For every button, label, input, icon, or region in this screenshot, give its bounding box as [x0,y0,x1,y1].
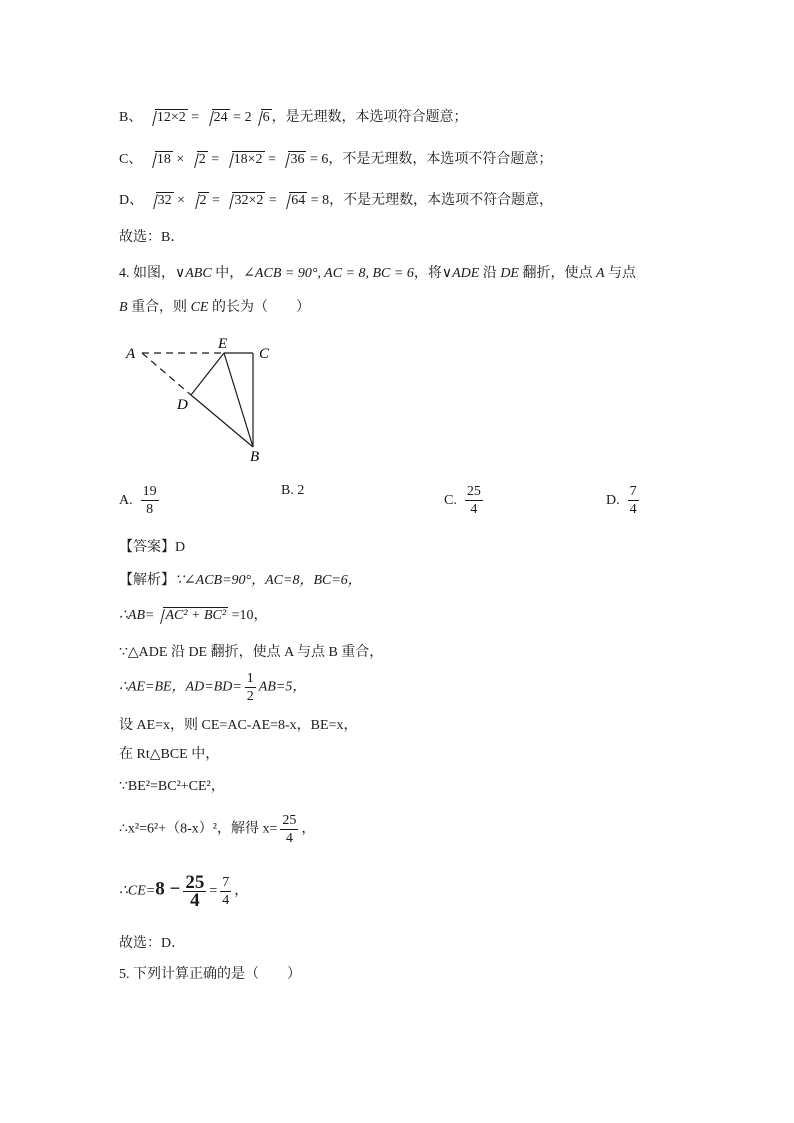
radical: 36 [279,150,306,170]
analysis-line-5: 设 AE=x，则 CE=AC-AE=8-x，BE=x， [119,718,358,733]
analysis-line-4: ∴AE=BE，AD=BD= $\frac{1}{2}$ AB=5， [119,671,307,704]
radical: 12×2 [146,108,188,128]
option-b: B. 2 [281,483,305,498]
analysis-line-3: ∵△ADE 沿 DE 翻折，使点 A 与点 B 重合， [119,645,384,660]
analysis-line-9: ∴CE=8 − $\frac{25}{4}$ = $\frac{7}{4}$ ， [119,872,249,911]
solution-line-c: C、 18 × 2 = 18×2 = 36 = 6，不是无理数，本选项不符合题意； [119,150,552,170]
triangle-figure [120,335,280,465]
comment: ，不是无理数，本选项不符合题意； [328,152,553,167]
analysis-line-1: 【解析】∵∠ACB=90°，AC=8，BC=6， [119,573,362,588]
conclusion-prev: 故选：B． [119,230,185,245]
radical: 24 [203,108,230,128]
option-a: A. $\frac{19}{8}$ [119,484,157,517]
comment: ，是无理数，本选项符合题意； [271,110,468,125]
label-B: B [250,449,260,465]
radical: 64 [280,191,307,211]
radical: 32×2 [223,191,265,211]
radical: 2 [189,191,209,211]
solution-line-b: B、 12×2 = 24 = 2 6 ，是无理数，本选项符合题意； [119,108,468,128]
analysis-line-8: ∴x²=6²+（8-x）²，解得 x= $\frac{25}{4}$ ， [119,813,316,846]
option-label: B、 [119,110,143,125]
segment-ED [191,353,224,395]
label-D: D [177,397,188,413]
comment: ，不是无理数，本选项不符合题意， [329,193,554,208]
option-c: C. $\frac{25}{4}$ [444,484,481,517]
question4-stem-line2: B 重合，则 CE 的长为（ ） [119,300,310,315]
segment-EB [224,353,253,447]
option-d: D. $\frac{7}{4}$ [606,484,637,517]
radical: 6 [252,108,272,128]
radical: 18×2 [223,150,265,170]
answer-line: 【答案】D [119,540,186,555]
radical: AC² + BC² [154,606,228,626]
radical: 2 [188,150,208,170]
label-A: A [126,346,136,362]
radical: 18 [146,150,173,170]
segment-AD [142,353,191,395]
conclusion-q4: 故选：D． [119,936,186,951]
analysis-line-7: ∵BE²=BC²+CE²， [119,779,225,794]
label-E: E [218,336,228,352]
analysis-line-6: 在 Rt△BCE 中， [119,747,220,762]
solution-line-d: D、 32 × 2 = 32×2 = 64 = 8，不是无理数，本选项不符合题意， [119,191,553,211]
radical: 32 [147,191,174,211]
segment-DB [191,395,253,447]
label-C: C [259,346,270,362]
question5-stem: 5. 下列计算正确的是（ ） [119,967,301,982]
question4-stem-line1: 4. 如图，∨ABC 中，∠ACB = 90°, AC = 8, BC = 6，将∨ADE 沿 DE 翻折，使点 A 与点 [119,266,637,281]
analysis-line-2: ∴AB= AC² + BC² =10， [119,606,268,626]
